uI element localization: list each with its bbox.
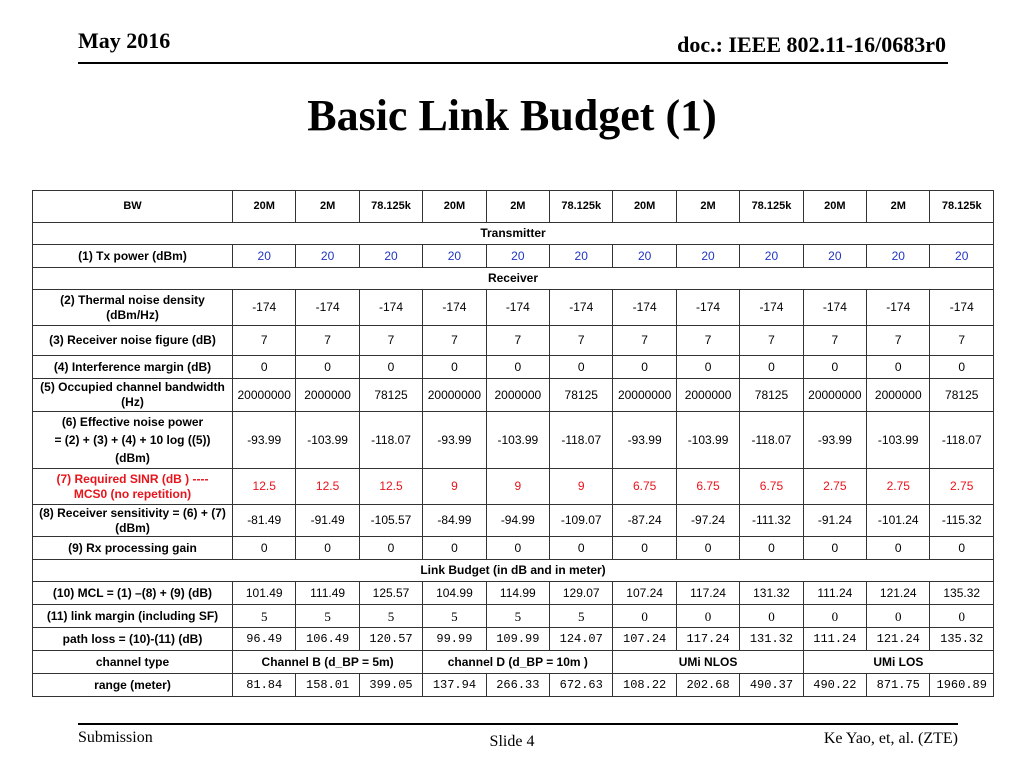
value-cell: 0 [296, 537, 359, 560]
row-processing-gain [33, 537, 994, 560]
value-cell: 7 [423, 326, 486, 356]
value-cell: -81.49 [233, 505, 296, 537]
header-date: May 2016 [78, 28, 171, 53]
value-cell: 107.24 [613, 582, 676, 605]
value-cell: 0 [486, 356, 549, 379]
value-cell: 9 [486, 469, 549, 505]
value-cell: 78125 [359, 379, 422, 412]
value-cell: 129.07 [550, 582, 613, 605]
value-cell: 0 [359, 537, 422, 560]
value-cell: -91.24 [803, 505, 866, 537]
value-cell: 7 [613, 326, 676, 356]
value-cell: 12.5 [359, 469, 422, 505]
row-label: (5) Occupied channel bandwidth (Hz) [33, 379, 233, 412]
row-path-loss [33, 628, 994, 651]
row-tx-power [33, 245, 994, 268]
value-cell: -174 [867, 290, 930, 326]
value-cell: -174 [233, 290, 296, 326]
row-label: (11) link margin (including SF) [33, 605, 233, 628]
value-cell: -93.99 [803, 412, 866, 469]
value-cell: 7 [740, 326, 803, 356]
channel-type-cell: channel D (d_BP = 10m ) [423, 651, 613, 674]
value-cell: 96.49 [233, 628, 296, 651]
value-cell: 0 [803, 537, 866, 560]
value-cell: 0 [740, 605, 803, 628]
row-label: range (meter) [33, 674, 233, 697]
value-cell: 0 [740, 356, 803, 379]
value-cell: 6.75 [613, 469, 676, 505]
value-cell: 135.32 [930, 628, 994, 651]
value-cell: 124.07 [550, 628, 613, 651]
value-cell: 1960.89 [930, 674, 994, 697]
value-cell: 111.49 [296, 582, 359, 605]
value-cell: 117.24 [676, 582, 739, 605]
value-cell: 5 [233, 605, 296, 628]
footer-divider [78, 723, 958, 725]
value-cell: -84.99 [423, 505, 486, 537]
value-cell: -174 [803, 290, 866, 326]
value-cell: 2.75 [930, 469, 994, 505]
value-cell: 0 [676, 605, 739, 628]
section-transmitter [33, 223, 994, 245]
value-cell: 0 [676, 356, 739, 379]
value-cell: 0 [676, 537, 739, 560]
value-cell: 20M [613, 191, 676, 223]
footer-author: Ke Yao, et, al. (ZTE) [823, 730, 958, 747]
value-cell: 5 [550, 605, 613, 628]
value-cell: 2.75 [867, 469, 930, 505]
row-thermal-noise [33, 290, 994, 326]
value-cell: 0 [423, 537, 486, 560]
link-budget-table [32, 190, 994, 697]
value-cell: -174 [486, 290, 549, 326]
value-cell: 20 [867, 245, 930, 268]
value-cell: 490.37 [740, 674, 803, 697]
value-cell: 158.01 [296, 674, 359, 697]
value-cell: 0 [296, 356, 359, 379]
value-cell: 135.32 [930, 582, 994, 605]
value-cell: 0 [550, 356, 613, 379]
value-cell: 20 [359, 245, 422, 268]
value-cell: 6.75 [740, 469, 803, 505]
value-cell: 9 [550, 469, 613, 505]
value-cell: 20 [296, 245, 359, 268]
value-cell: 111.24 [803, 582, 866, 605]
value-cell: 125.57 [359, 582, 422, 605]
section-label: Link Budget (in dB and in meter) [33, 560, 994, 582]
value-cell: 20 [233, 245, 296, 268]
value-cell: 7 [550, 326, 613, 356]
value-cell: 5 [359, 605, 422, 628]
value-cell: 20M [423, 191, 486, 223]
row-label: (4) Interference margin (dB) [33, 356, 233, 379]
value-cell: -174 [423, 290, 486, 326]
value-cell: 7 [359, 326, 422, 356]
value-cell: 0 [740, 537, 803, 560]
row-label: (2) Thermal noise density (dBm/Hz) [33, 290, 233, 326]
channel-type-cell: UMi LOS [803, 651, 993, 674]
value-cell: 0 [550, 537, 613, 560]
value-cell: 20M [233, 191, 296, 223]
value-cell: 81.84 [233, 674, 296, 697]
value-cell: -174 [359, 290, 422, 326]
value-cell: 0 [930, 356, 994, 379]
section-link-budget [33, 560, 994, 582]
value-cell: 20000000 [233, 379, 296, 412]
value-cell: 2M [296, 191, 359, 223]
value-cell: -174 [296, 290, 359, 326]
value-cell: 121.24 [867, 628, 930, 651]
value-cell: -105.57 [359, 505, 422, 537]
value-cell: -174 [676, 290, 739, 326]
value-cell: -103.99 [486, 412, 549, 469]
value-cell: -115.32 [930, 505, 994, 537]
row-label: (7) Required SINR (dB ) ---- MCS0 (no repetition) [33, 469, 233, 505]
value-cell: -87.24 [613, 505, 676, 537]
row-range [33, 674, 994, 697]
value-cell: 0 [867, 356, 930, 379]
section-receiver [33, 268, 994, 290]
row-noise-figure [33, 326, 994, 356]
header-doc-id: doc.: IEEE 802.11-16/0683r0 [677, 32, 946, 57]
row-label: (8) Receiver sensitivity = (6) + (7) (dBm) [33, 505, 233, 537]
value-cell: 0 [423, 356, 486, 379]
row-label: BW [33, 191, 233, 223]
value-cell: 490.22 [803, 674, 866, 697]
value-cell: 78.125k [359, 191, 422, 223]
row-effective-noise [33, 412, 994, 469]
value-cell: 2M [486, 191, 549, 223]
value-cell: 106.49 [296, 628, 359, 651]
section-label: Receiver [33, 268, 994, 290]
value-cell: 107.24 [613, 628, 676, 651]
value-cell: -174 [930, 290, 994, 326]
value-cell: 101.49 [233, 582, 296, 605]
header-divider [78, 62, 948, 64]
value-cell: -91.49 [296, 505, 359, 537]
value-cell: 0 [803, 605, 866, 628]
value-cell: -94.99 [486, 505, 549, 537]
value-cell: 20000000 [613, 379, 676, 412]
value-cell: -174 [740, 290, 803, 326]
value-cell: 7 [676, 326, 739, 356]
value-cell: 5 [296, 605, 359, 628]
value-cell: 871.75 [867, 674, 930, 697]
value-cell: 266.33 [486, 674, 549, 697]
value-cell: 0 [359, 356, 422, 379]
value-cell: 0 [930, 537, 994, 560]
value-cell: -118.07 [930, 412, 994, 469]
row-label: (6) Effective noise power = (2) + (3) + (4) + 10 log ((5)) (dBm) [33, 412, 233, 469]
value-cell: -93.99 [423, 412, 486, 469]
value-cell: -174 [613, 290, 676, 326]
value-cell: -101.24 [867, 505, 930, 537]
value-cell: -118.07 [740, 412, 803, 469]
value-cell: 5 [486, 605, 549, 628]
value-cell: 131.32 [740, 628, 803, 651]
row-interference-margin [33, 356, 994, 379]
value-cell: 0 [867, 537, 930, 560]
row-label: channel type [33, 651, 233, 674]
value-cell: -111.32 [740, 505, 803, 537]
value-cell: -174 [550, 290, 613, 326]
value-cell: 108.22 [613, 674, 676, 697]
value-cell: 12.5 [233, 469, 296, 505]
row-label: (3) Receiver noise figure (dB) [33, 326, 233, 356]
value-cell: 399.05 [359, 674, 422, 697]
value-cell: 78.125k [550, 191, 613, 223]
value-cell: 672.63 [550, 674, 613, 697]
value-cell: 0 [613, 356, 676, 379]
value-cell: 12.5 [296, 469, 359, 505]
value-cell: 78125 [740, 379, 803, 412]
value-cell: 0 [613, 537, 676, 560]
row-link-margin [33, 605, 994, 628]
value-cell: 137.94 [423, 674, 486, 697]
value-cell: 5 [423, 605, 486, 628]
value-cell: 6.75 [676, 469, 739, 505]
footer-submission: Submission [78, 729, 153, 746]
value-cell: 0 [867, 605, 930, 628]
value-cell: -109.07 [550, 505, 613, 537]
value-cell: 0 [930, 605, 994, 628]
value-cell: 20 [740, 245, 803, 268]
value-cell: 2000000 [867, 379, 930, 412]
row-label: (10) MCL = (1) –(8) + (9) (dB) [33, 582, 233, 605]
value-cell: 2000000 [296, 379, 359, 412]
row-required-sinr [33, 469, 994, 505]
value-cell: 0 [613, 605, 676, 628]
value-cell: -118.07 [359, 412, 422, 469]
row-mcl [33, 582, 994, 605]
row-occupied-bandwidth [33, 379, 994, 412]
value-cell: 0 [233, 356, 296, 379]
value-cell: 131.32 [740, 582, 803, 605]
value-cell: 7 [930, 326, 994, 356]
value-cell: 117.24 [676, 628, 739, 651]
value-cell: 78.125k [930, 191, 994, 223]
value-cell: 2.75 [803, 469, 866, 505]
value-cell: 104.99 [423, 582, 486, 605]
value-cell: 20 [613, 245, 676, 268]
value-cell: -103.99 [867, 412, 930, 469]
slide-title: Basic Link Budget (1) [307, 91, 717, 140]
row-label: (1) Tx power (dBm) [33, 245, 233, 268]
value-cell: 99.99 [423, 628, 486, 651]
value-cell: 121.24 [867, 582, 930, 605]
value-cell: 78125 [550, 379, 613, 412]
value-cell: 7 [486, 326, 549, 356]
value-cell: 0 [486, 537, 549, 560]
value-cell: 20M [803, 191, 866, 223]
value-cell: 20 [550, 245, 613, 268]
value-cell: 114.99 [486, 582, 549, 605]
value-cell: 0 [233, 537, 296, 560]
value-cell: 109.99 [486, 628, 549, 651]
value-cell: -103.99 [676, 412, 739, 469]
value-cell: 20000000 [803, 379, 866, 412]
value-cell: 111.24 [803, 628, 866, 651]
row-channel-type [33, 651, 994, 674]
value-cell: -93.99 [613, 412, 676, 469]
channel-type-cell: UMi NLOS [613, 651, 803, 674]
value-cell: 0 [803, 356, 866, 379]
value-cell: 7 [803, 326, 866, 356]
value-cell: 78.125k [740, 191, 803, 223]
footer-slide-number: Slide 4 [489, 733, 535, 750]
row-label: (9) Rx processing gain [33, 537, 233, 560]
channel-type-cell: Channel B (d_BP = 5m) [233, 651, 423, 674]
value-cell: 2M [676, 191, 739, 223]
value-cell: 20 [803, 245, 866, 268]
value-cell: 2000000 [486, 379, 549, 412]
value-cell: 20 [676, 245, 739, 268]
row-receiver-sensitivity [33, 505, 994, 537]
value-cell: -97.24 [676, 505, 739, 537]
value-cell: 20000000 [423, 379, 486, 412]
value-cell: 9 [423, 469, 486, 505]
value-cell: 20 [423, 245, 486, 268]
value-cell: 78125 [930, 379, 994, 412]
value-cell: 2M [867, 191, 930, 223]
value-cell: 7 [867, 326, 930, 356]
value-cell: 20 [486, 245, 549, 268]
value-cell: 7 [296, 326, 359, 356]
section-label: Transmitter [33, 223, 994, 245]
value-cell: 7 [233, 326, 296, 356]
value-cell: 20 [930, 245, 994, 268]
row-bw [33, 191, 994, 223]
value-cell: -103.99 [296, 412, 359, 469]
value-cell: -118.07 [550, 412, 613, 469]
value-cell: 120.57 [359, 628, 422, 651]
row-label: path loss = (10)-(11) (dB) [33, 628, 233, 651]
value-cell: 2000000 [676, 379, 739, 412]
value-cell: -93.99 [233, 412, 296, 469]
value-cell: 202.68 [676, 674, 739, 697]
